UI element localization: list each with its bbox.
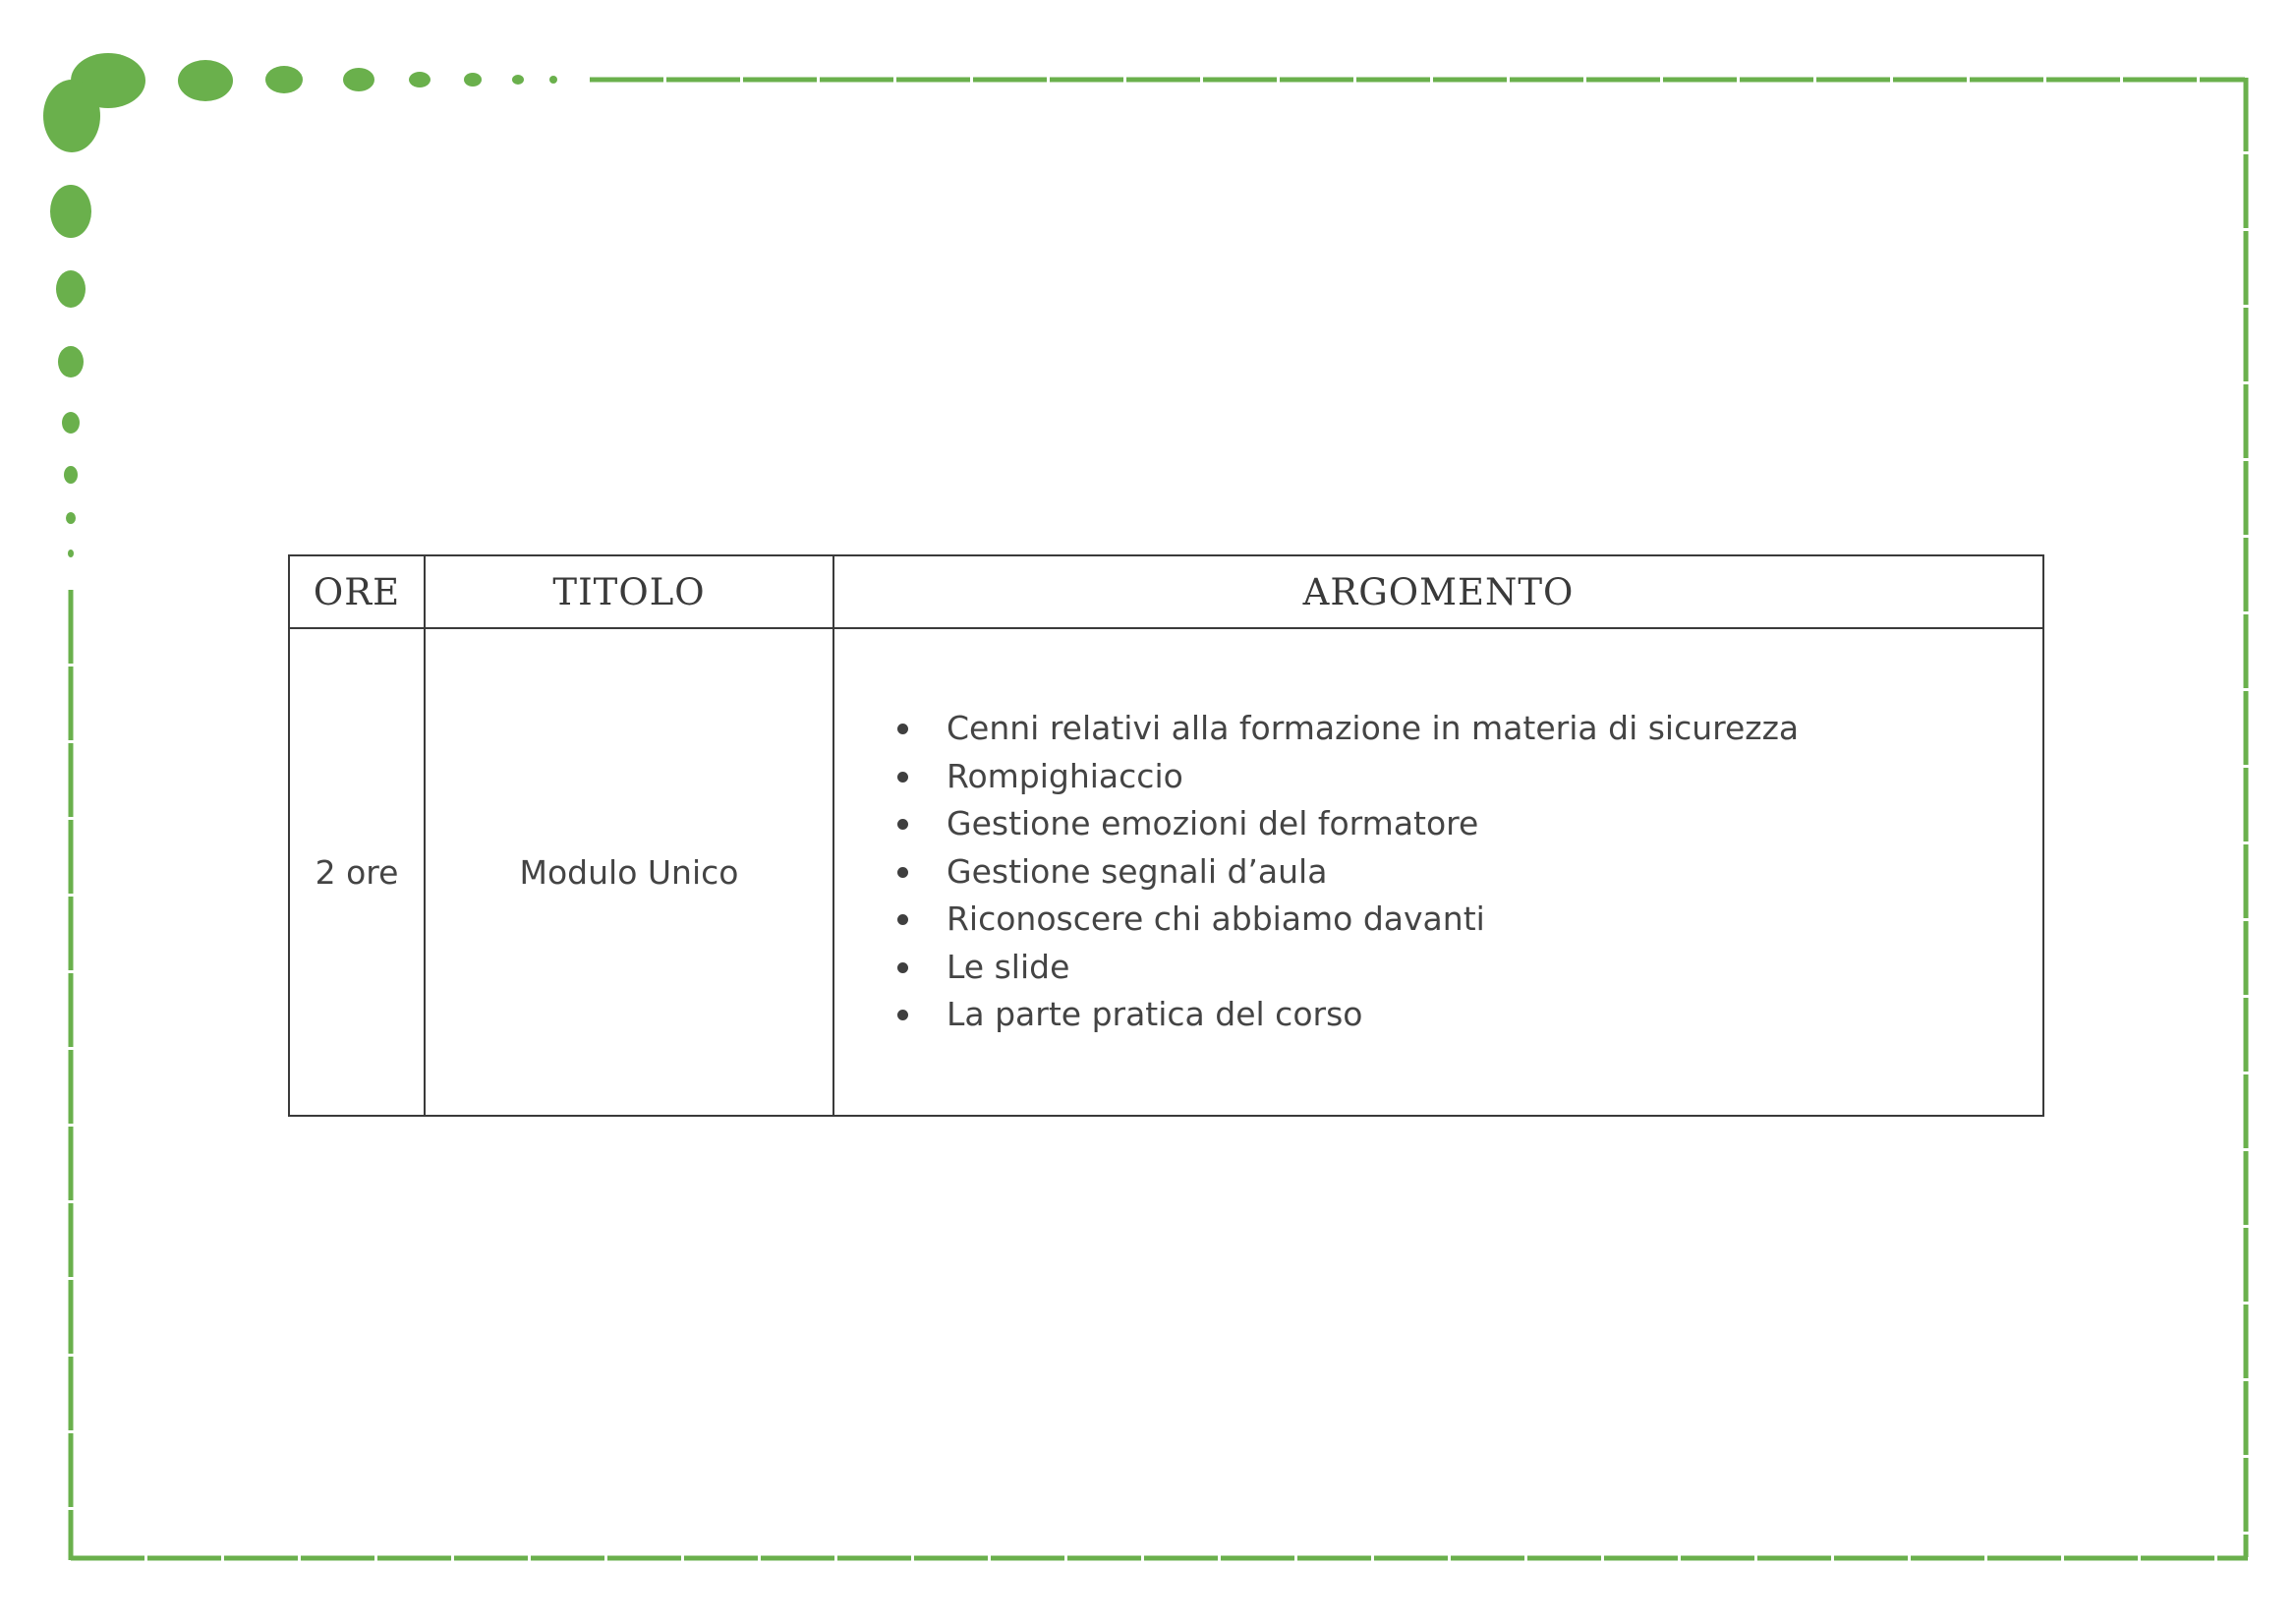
list-item: La parte pratica del corso [897,991,2042,1039]
list-item: Gestione segnali d’aula [897,848,2042,897]
list-item: Riconoscere chi abbiamo davanti [897,896,2042,944]
header-title: TITOLO [425,555,833,628]
topics-list [834,705,2042,1039]
cell-hours: 2 ore [289,628,425,1116]
corner-dots [43,53,557,557]
header-topic: ARGOMENTO [833,555,2043,628]
cell-topics [833,628,2043,1116]
list-item: Rompighiaccio [897,753,2042,801]
list-item: Le slide [897,944,2042,992]
cell-title: Modulo Unico [425,628,833,1116]
table-row [289,628,2043,1116]
header-hours: ORE [289,555,425,628]
table-header-row [289,555,2043,628]
course-schedule-table [288,554,2044,1117]
list-item: Cenni relativi alla formazione in materia di sicurezza [897,705,2042,753]
list-item: Gestione emozioni del formatore [897,800,2042,848]
